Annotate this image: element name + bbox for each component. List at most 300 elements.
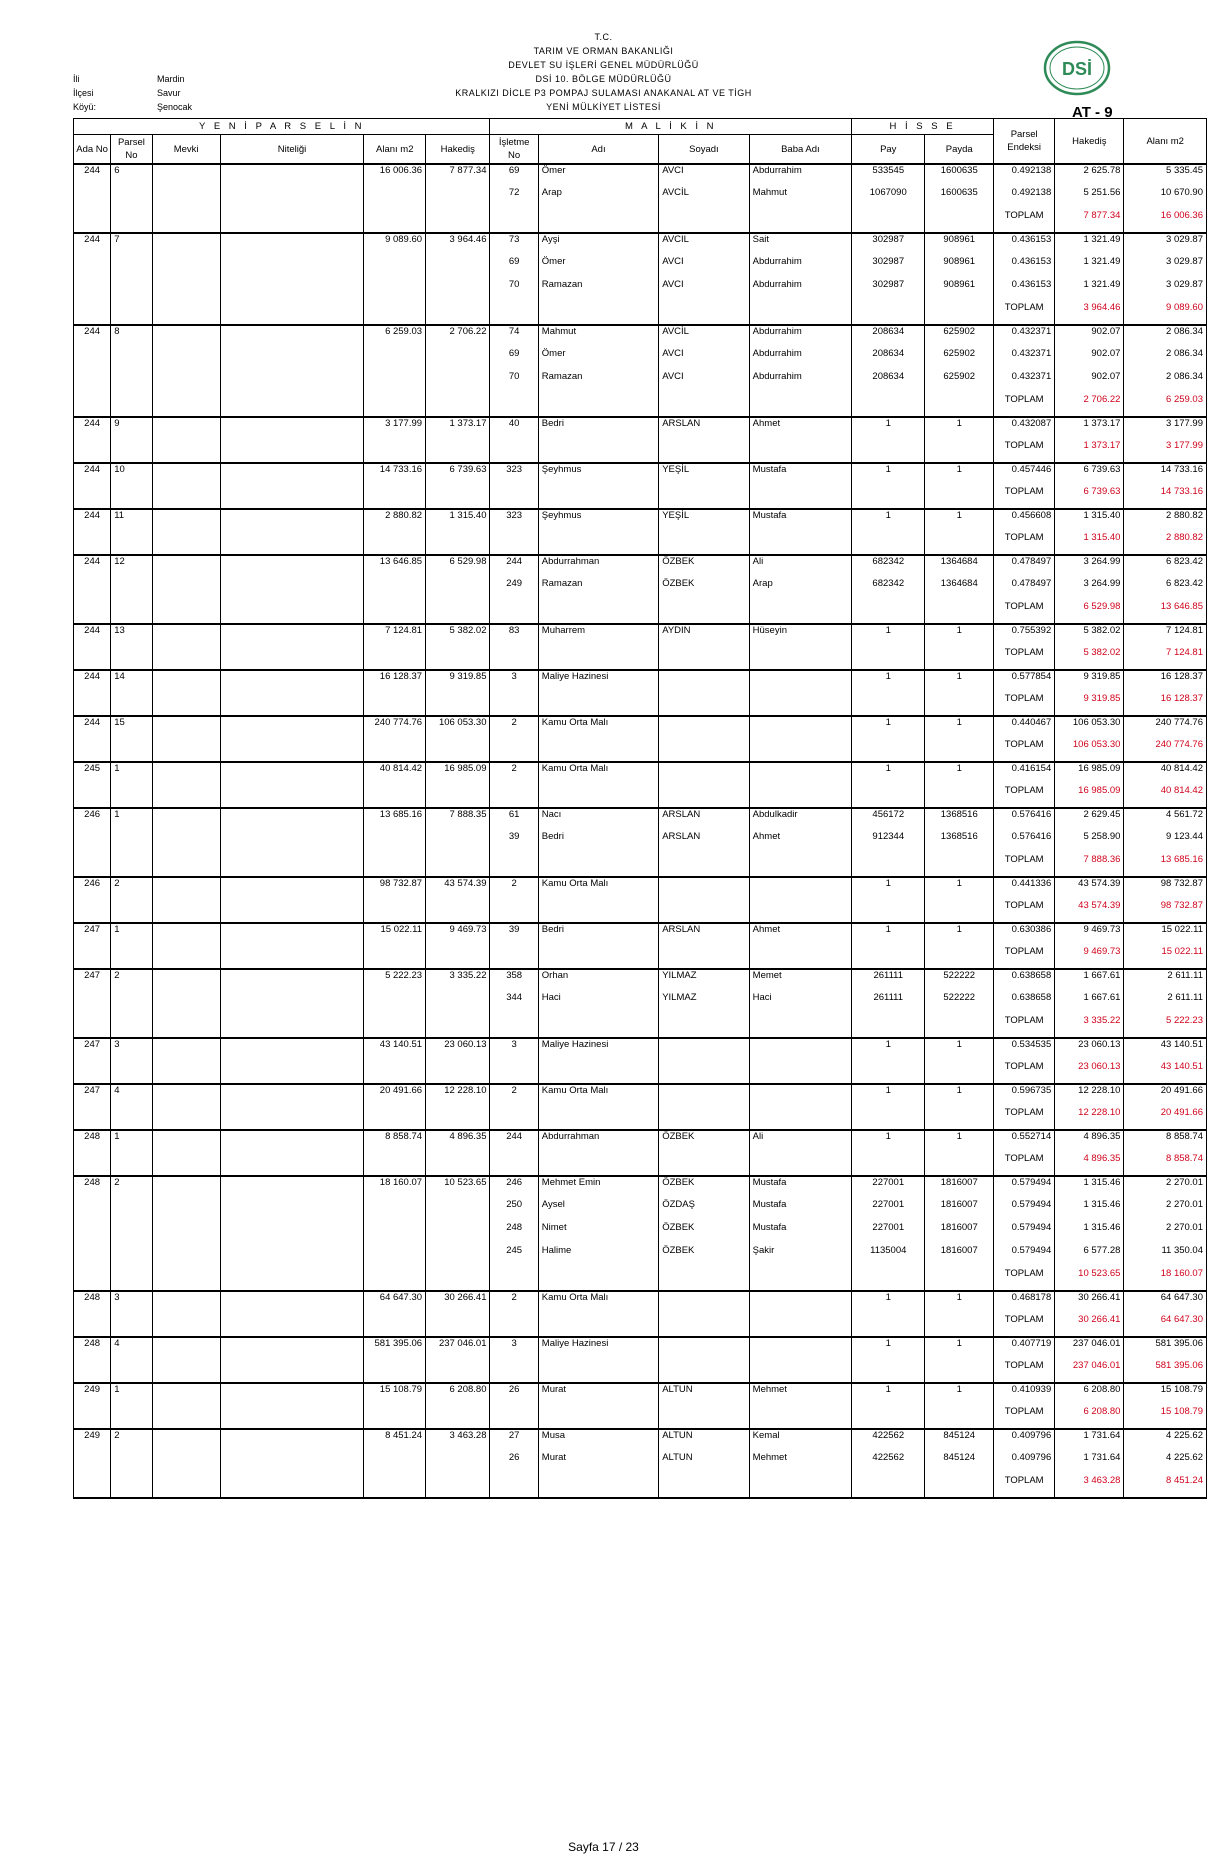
parcel-area: 15 108.79 [364, 1383, 426, 1406]
cell [749, 486, 851, 509]
owner-name: Halime [538, 1245, 658, 1268]
owner-surname: AVCI [659, 279, 749, 302]
table-row [74, 164, 1207, 187]
cell [152, 1199, 220, 1222]
isletme-no: 26 [490, 1383, 538, 1406]
owner-name: Şeyhmus [538, 509, 658, 532]
cell [364, 854, 426, 877]
total-hakedis: 1 315.40 [1055, 532, 1124, 555]
owner-area: 240 774.76 [1124, 716, 1207, 739]
cell [659, 1153, 749, 1176]
cell [852, 302, 925, 325]
cell [490, 647, 538, 670]
share-payda: 625902 [925, 371, 994, 394]
share-payda: 845124 [925, 1452, 994, 1475]
cell [659, 739, 749, 762]
cell [426, 371, 490, 394]
parcel-hakedis: 2 706.22 [426, 325, 490, 348]
parcel-index: 0.436153 [994, 279, 1055, 302]
cell [490, 440, 538, 463]
cell [925, 1107, 994, 1130]
owner-name: Mahmut [538, 325, 658, 348]
cell [74, 1107, 111, 1130]
col-baba: Baba Adı [749, 135, 851, 165]
cell [426, 1222, 490, 1245]
isletme-no: 244 [490, 1130, 538, 1153]
father-name: Abdurrahim [749, 279, 851, 302]
cell [538, 440, 658, 463]
total-area: 18 160.07 [1124, 1268, 1207, 1291]
cell [364, 693, 426, 716]
share-pay: 208634 [852, 348, 925, 371]
cell [152, 1015, 220, 1038]
share-payda: 1 [925, 762, 994, 785]
owner-name: Murat [538, 1452, 658, 1475]
owner-hakedis: 6 577.28 [1055, 1245, 1124, 1268]
cell [111, 900, 152, 923]
share-payda: 1600635 [925, 164, 994, 187]
ada-no: 248 [74, 1291, 111, 1314]
cell [111, 1015, 152, 1038]
cell [111, 1268, 152, 1291]
total-label: TOPLAM [994, 854, 1055, 877]
cell [220, 279, 364, 302]
table-row [74, 808, 1207, 831]
cell [925, 532, 994, 555]
header-line: DEVLET SU İŞLERİ GENEL MÜDÜRLÜĞÜ [508, 60, 699, 70]
cell [852, 1406, 925, 1429]
table-row [74, 555, 1207, 578]
cell [426, 739, 490, 762]
cell [152, 509, 220, 532]
share-payda: 1 [925, 1337, 994, 1360]
cell [152, 394, 220, 417]
cell [220, 532, 364, 555]
cell [490, 854, 538, 877]
parcel-area: 6 259.03 [364, 325, 426, 348]
cell [925, 647, 994, 670]
cell [426, 256, 490, 279]
cell [749, 739, 851, 762]
total-label: TOPLAM [994, 210, 1055, 233]
parcel-index: 0.534535 [994, 1038, 1055, 1061]
owner-surname: ÖZBEK [659, 1222, 749, 1245]
cell [538, 302, 658, 325]
cell [152, 1429, 220, 1452]
cell [925, 210, 994, 233]
owner-name: Mehmet Emin [538, 1176, 658, 1199]
cell [74, 1268, 111, 1291]
owner-area: 2 270.01 [1124, 1176, 1207, 1199]
total-label: TOPLAM [994, 739, 1055, 762]
parcel-index: 0.432087 [994, 417, 1055, 440]
cell [111, 394, 152, 417]
cell [659, 486, 749, 509]
cell [111, 854, 152, 877]
owner-area: 9 123.44 [1124, 831, 1207, 854]
cell [220, 1222, 364, 1245]
parsel-no: 2 [111, 877, 152, 900]
table-row [74, 1199, 1207, 1222]
cell [925, 854, 994, 877]
cell [74, 647, 111, 670]
cell [364, 785, 426, 808]
total-label: TOPLAM [994, 1475, 1055, 1498]
owner-hakedis: 5 258.90 [1055, 831, 1124, 854]
share-payda: 908961 [925, 233, 994, 256]
cell [152, 1360, 220, 1383]
isletme-no: 250 [490, 1199, 538, 1222]
share-payda: 625902 [925, 348, 994, 371]
father-name: Mustafa [749, 1176, 851, 1199]
header-line: KRALKIZI DİCLE P3 POMPAJ SULAMASI ANAKANAL AT VE TİGH [455, 88, 752, 98]
cell [852, 1153, 925, 1176]
cell [220, 440, 364, 463]
cell [749, 1268, 851, 1291]
share-pay: 1 [852, 670, 925, 693]
parcel-area: 14 733.16 [364, 463, 426, 486]
cell [152, 785, 220, 808]
parcel-index: 0.579494 [994, 1176, 1055, 1199]
share-payda: 1600635 [925, 187, 994, 210]
share-pay: 1 [852, 877, 925, 900]
cell [925, 1268, 994, 1291]
cell [364, 1268, 426, 1291]
ada-no: 248 [74, 1176, 111, 1199]
cell [426, 854, 490, 877]
isletme-no: 3 [490, 1038, 538, 1061]
cell [220, 394, 364, 417]
cell [749, 1360, 851, 1383]
cell [152, 831, 220, 854]
cell [220, 233, 364, 256]
ada-no: 244 [74, 164, 111, 187]
cell [538, 946, 658, 969]
cell [74, 1452, 111, 1475]
isletme-no: 26 [490, 1452, 538, 1475]
isletme-no: 248 [490, 1222, 538, 1245]
father-name [749, 877, 851, 900]
owner-hakedis: 1 667.61 [1055, 992, 1124, 1015]
father-name: Sait [749, 233, 851, 256]
parcel-hakedis: 6 529.98 [426, 555, 490, 578]
cell [111, 1153, 152, 1176]
cell [426, 831, 490, 854]
cell [152, 1314, 220, 1337]
parcel-area: 3 177.99 [364, 417, 426, 440]
location-value: Savur [157, 88, 181, 98]
father-name: Ali [749, 1130, 851, 1153]
cell [426, 532, 490, 555]
total-area: 240 774.76 [1124, 739, 1207, 762]
cell [659, 1406, 749, 1429]
ada-no: 244 [74, 624, 111, 647]
cell [364, 1245, 426, 1268]
owner-area: 43 140.51 [1124, 1038, 1207, 1061]
share-payda: 1816007 [925, 1199, 994, 1222]
ada-no: 247 [74, 1038, 111, 1061]
cell [852, 601, 925, 624]
cell [925, 1015, 994, 1038]
cell [152, 486, 220, 509]
owner-area: 2 611.11 [1124, 992, 1207, 1015]
cell [111, 946, 152, 969]
total-hakedis: 6 529.98 [1055, 601, 1124, 624]
group-hisse: H İ S S E [852, 119, 994, 135]
cell [925, 739, 994, 762]
parcel-index: 0.638658 [994, 992, 1055, 1015]
cell [152, 1268, 220, 1291]
cell [426, 486, 490, 509]
cell [220, 808, 364, 831]
parcel-index: 0.436153 [994, 233, 1055, 256]
share-pay: 1 [852, 716, 925, 739]
share-pay: 1135004 [852, 1245, 925, 1268]
ada-no: 244 [74, 463, 111, 486]
owner-name: Abdurrahman [538, 555, 658, 578]
cell [659, 1314, 749, 1337]
cell [749, 532, 851, 555]
isletme-no: 70 [490, 279, 538, 302]
total-area: 14 733.16 [1124, 486, 1207, 509]
parcel-hakedis: 16 985.09 [426, 762, 490, 785]
total-area: 2 880.82 [1124, 532, 1207, 555]
cell [220, 1452, 364, 1475]
cell [74, 785, 111, 808]
total-label: TOPLAM [994, 1015, 1055, 1038]
cell [220, 1061, 364, 1084]
share-pay: 1 [852, 509, 925, 532]
cell [152, 670, 220, 693]
share-pay: 1 [852, 1291, 925, 1314]
isletme-no: 40 [490, 417, 538, 440]
cell [152, 440, 220, 463]
father-name: Abdulkadir [749, 808, 851, 831]
table-row [74, 371, 1207, 394]
cell [659, 440, 749, 463]
cell [74, 1406, 111, 1429]
owner-name: Muharrem [538, 624, 658, 647]
owner-surname: AVCI [659, 164, 749, 187]
father-name [749, 762, 851, 785]
share-pay: 912344 [852, 831, 925, 854]
page-footer: Sayfa 17 / 23 [568, 1840, 639, 1854]
parcel-hakedis: 237 046.01 [426, 1337, 490, 1360]
father-name: Ali [749, 555, 851, 578]
total-area: 7 124.81 [1124, 647, 1207, 670]
cell [220, 762, 364, 785]
share-payda: 1 [925, 463, 994, 486]
cell [749, 1015, 851, 1038]
total-row [74, 486, 1207, 509]
owner-hakedis: 16 985.09 [1055, 762, 1124, 785]
share-pay: 208634 [852, 325, 925, 348]
total-row [74, 302, 1207, 325]
total-area: 3 177.99 [1124, 440, 1207, 463]
total-hakedis: 7 877.34 [1055, 210, 1124, 233]
parcel-area: 240 774.76 [364, 716, 426, 739]
parsel-no: 1 [111, 1383, 152, 1406]
owner-hakedis: 1 315.46 [1055, 1176, 1124, 1199]
share-payda: 908961 [925, 279, 994, 302]
total-row [74, 900, 1207, 923]
cell [426, 302, 490, 325]
cell [426, 992, 490, 1015]
cell [426, 1245, 490, 1268]
isletme-no: 323 [490, 509, 538, 532]
total-hakedis: 237 046.01 [1055, 1360, 1124, 1383]
parcel-index: 0.492138 [994, 187, 1055, 210]
cell [152, 854, 220, 877]
col-alani: Alanı m2 [364, 135, 426, 165]
cell [111, 1199, 152, 1222]
owner-area: 4 225.62 [1124, 1429, 1207, 1452]
parcel-index: 0.576416 [994, 831, 1055, 854]
owner-area: 3 029.87 [1124, 233, 1207, 256]
cell [152, 279, 220, 302]
cell [152, 624, 220, 647]
cell [852, 210, 925, 233]
share-payda: 522222 [925, 969, 994, 992]
parcel-hakedis: 7 888.35 [426, 808, 490, 831]
cell [490, 1107, 538, 1130]
total-row [74, 1268, 1207, 1291]
cell [538, 486, 658, 509]
father-name: Hüseyin [749, 624, 851, 647]
cell [220, 1015, 364, 1038]
total-row [74, 647, 1207, 670]
total-label: TOPLAM [994, 302, 1055, 325]
cell [152, 946, 220, 969]
cell [852, 693, 925, 716]
cell [364, 279, 426, 302]
cell [364, 647, 426, 670]
cell [426, 1406, 490, 1429]
cell [364, 532, 426, 555]
cell [852, 1475, 925, 1498]
owner-surname: YILMAZ [659, 992, 749, 1015]
owner-surname: ÖZBEK [659, 1130, 749, 1153]
parsel-no: 2 [111, 969, 152, 992]
owner-hakedis: 2 629.45 [1055, 808, 1124, 831]
cell [925, 900, 994, 923]
cell [220, 1130, 364, 1153]
parcel-index: 0.492138 [994, 164, 1055, 187]
owner-area: 2 270.01 [1124, 1199, 1207, 1222]
parcel-area: 18 160.07 [364, 1176, 426, 1199]
cell [490, 1015, 538, 1038]
total-area: 13 685.16 [1124, 854, 1207, 877]
cell [74, 279, 111, 302]
cell [111, 371, 152, 394]
parcel-index: 0.410939 [994, 1383, 1055, 1406]
share-pay: 1 [852, 1337, 925, 1360]
parcel-hakedis: 1 373.17 [426, 417, 490, 440]
cell [749, 1153, 851, 1176]
cell [152, 1038, 220, 1061]
total-hakedis: 23 060.13 [1055, 1061, 1124, 1084]
parcel-index: 0.552714 [994, 1130, 1055, 1153]
cell [538, 854, 658, 877]
cell [220, 1245, 364, 1268]
total-area: 8 451.24 [1124, 1475, 1207, 1498]
col-niteligi: Niteliği [220, 135, 364, 165]
table-row [74, 187, 1207, 210]
parcel-hakedis: 6 208.80 [426, 1383, 490, 1406]
share-payda: 1 [925, 877, 994, 900]
cell [74, 1314, 111, 1337]
location-label: Köyü: [73, 102, 97, 112]
owner-surname: AYDIN [659, 624, 749, 647]
cell [220, 463, 364, 486]
cell [659, 1061, 749, 1084]
owner-name: Haci [538, 992, 658, 1015]
share-payda: 1 [925, 1038, 994, 1061]
cell [220, 486, 364, 509]
owner-surname: ARSLAN [659, 831, 749, 854]
cell [364, 1452, 426, 1475]
cell [925, 946, 994, 969]
header-line: YENİ MÜLKİYET LİSTESİ [546, 102, 661, 112]
parcel-index: 0.468178 [994, 1291, 1055, 1314]
cell [220, 348, 364, 371]
cell [925, 693, 994, 716]
share-payda: 1 [925, 1291, 994, 1314]
cell [152, 1245, 220, 1268]
cell [220, 716, 364, 739]
cell [74, 210, 111, 233]
parcel-index: 0.432371 [994, 348, 1055, 371]
share-payda: 1816007 [925, 1245, 994, 1268]
owner-area: 2 880.82 [1124, 509, 1207, 532]
cell [74, 348, 111, 371]
table-row [74, 624, 1207, 647]
owner-hakedis: 5 251.56 [1055, 187, 1124, 210]
parcel-hakedis: 6 739.63 [426, 463, 490, 486]
cell [852, 900, 925, 923]
total-label: TOPLAM [994, 647, 1055, 670]
father-name: Şakir [749, 1245, 851, 1268]
owner-area: 15 108.79 [1124, 1383, 1207, 1406]
father-name: Mustafa [749, 1222, 851, 1245]
header-line: T.C. [594, 32, 613, 42]
cell [538, 1360, 658, 1383]
cell [220, 854, 364, 877]
ada-no: 244 [74, 716, 111, 739]
cell [111, 1314, 152, 1337]
owner-area: 20 491.66 [1124, 1084, 1207, 1107]
share-payda: 522222 [925, 992, 994, 1015]
isletme-no: 323 [490, 463, 538, 486]
total-label: TOPLAM [994, 601, 1055, 624]
cell [220, 1084, 364, 1107]
father-name: Ahmet [749, 417, 851, 440]
owner-surname: AVCI [659, 371, 749, 394]
location-label: İli [73, 74, 80, 84]
parcel-area: 98 732.87 [364, 877, 426, 900]
parcel-area: 16 128.37 [364, 670, 426, 693]
parcel-index: 0.579494 [994, 1222, 1055, 1245]
cell [152, 233, 220, 256]
isletme-no: 39 [490, 923, 538, 946]
owner-area: 2 086.34 [1124, 325, 1207, 348]
cell [152, 601, 220, 624]
owner-area: 2 086.34 [1124, 371, 1207, 394]
owner-surname [659, 1291, 749, 1314]
cell [220, 210, 364, 233]
cell [74, 1015, 111, 1038]
total-label: TOPLAM [994, 1061, 1055, 1084]
